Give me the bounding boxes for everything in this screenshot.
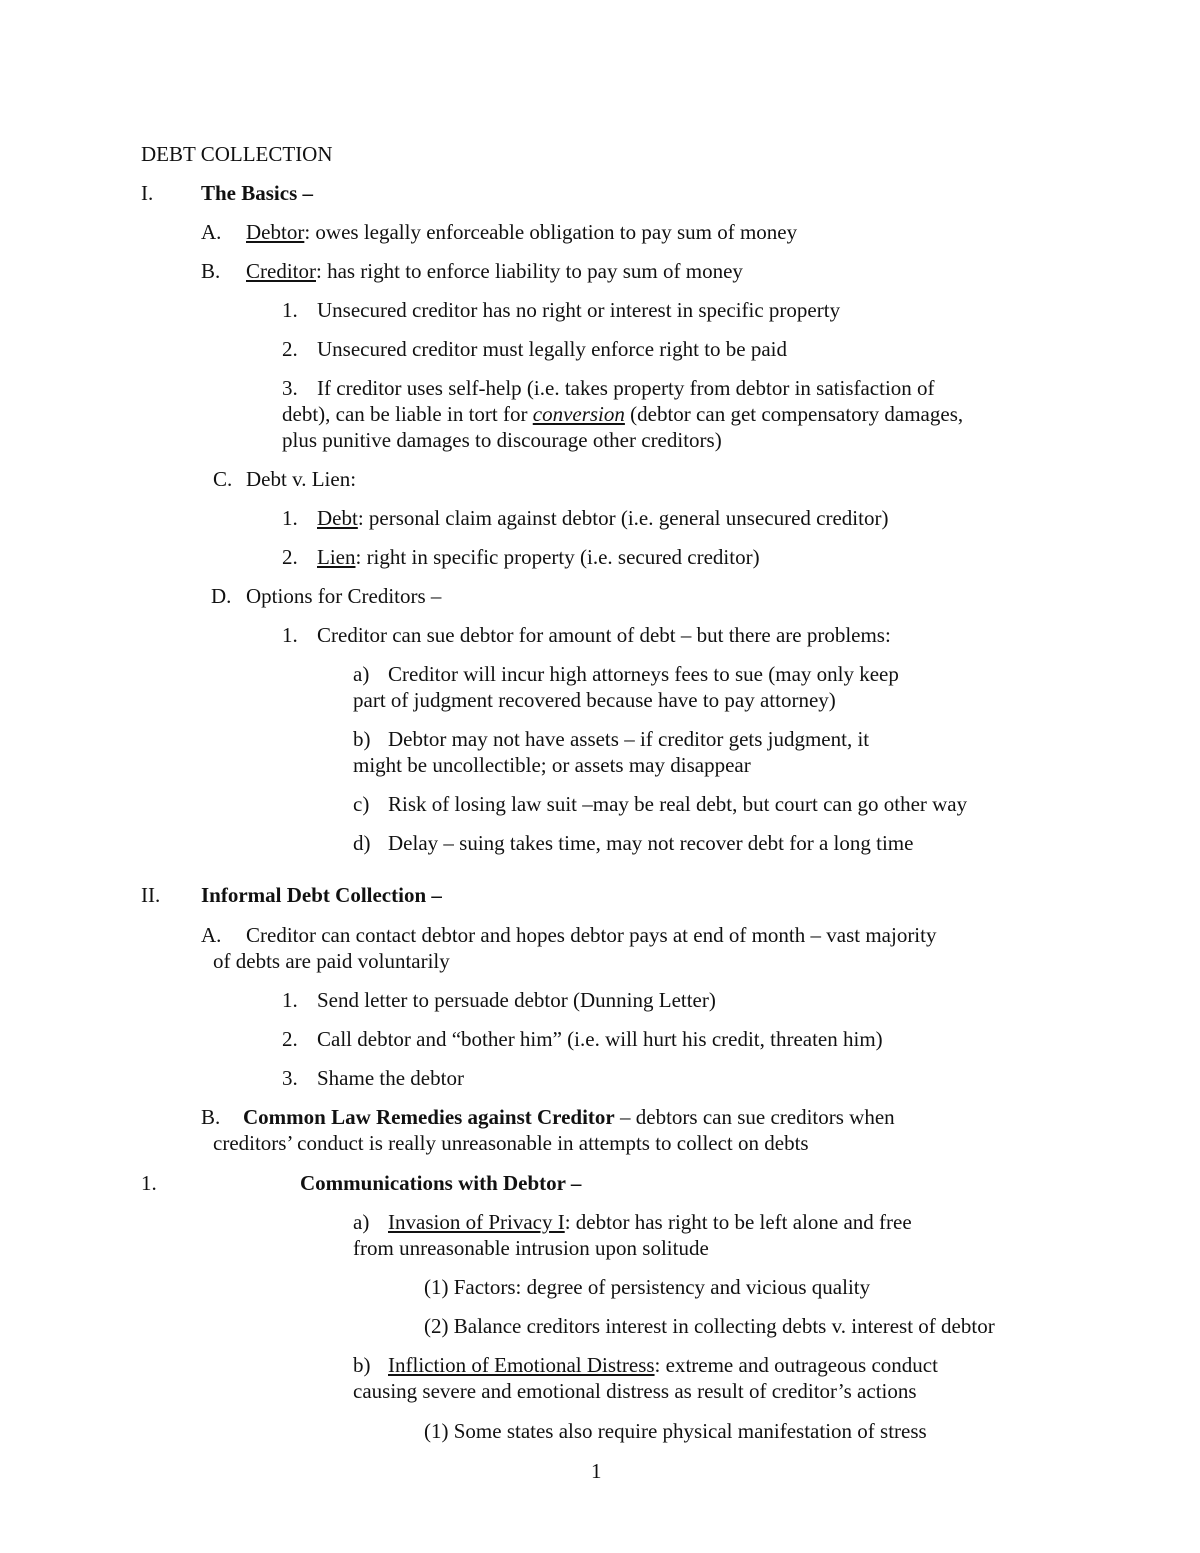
item-1a-definition: : owes legally enforceable obligation to pay sum of money	[304, 220, 798, 244]
item-2b1-heading: Communications with Debtor	[300, 1171, 566, 1195]
item-2a-line-2: of debts are paid voluntarily	[213, 949, 450, 973]
item-1b3-line-3: plus punitive damages to discourage other creditors)	[282, 428, 722, 452]
section-2-number: II.	[141, 883, 161, 907]
item-1d1a-line-2: part of judgment recovered because have to pay attorney)	[353, 688, 836, 712]
item-1b3-label: 3.	[282, 376, 298, 400]
item-2b-line-2: creditors’ conduct is really unreasonable in attempts to collect on debts	[213, 1131, 809, 1155]
item-2b-line-1	[243, 1104, 895, 1130]
section-1-number: I.	[141, 181, 154, 205]
item-1b1-text: Unsecured creditor has no right or interest in specific property	[317, 298, 841, 322]
item-1c-text: Debt v. Lien:	[246, 467, 357, 491]
item-1d1b-label: b)	[353, 727, 371, 751]
item-2b-line-1-text: – debtors can sue creditors when	[614, 1105, 895, 1129]
item-1b3-line-1: If creditor uses self-help (i.e. takes property from debtor in satisfaction of	[317, 376, 935, 400]
item-1b2-text: Unsecured creditor must legally enforce right to be paid	[317, 337, 787, 361]
item-1c1-text	[317, 505, 888, 531]
item-1c2-definition: : right in specific property (i.e. secured creditor)	[355, 545, 760, 569]
item-1d1a-line-1: Creditor will incur high attorneys fees to sue (may only keep	[388, 662, 899, 686]
item-2b-heading: Common Law Remedies against Creditor	[243, 1105, 615, 1129]
item-1d1d-label: d)	[353, 831, 371, 855]
item-1d1b-line-2: might be uncollectible; or assets may disappear	[353, 753, 751, 777]
item-2a1-text: Send letter to persuade debtor (Dunning Letter)	[317, 988, 716, 1012]
item-1d1-label: 1.	[282, 623, 298, 647]
term-infliction-of-emotional-distress: Infliction of Emotional Distress	[388, 1353, 655, 1377]
item-1c-label: C.	[213, 467, 233, 491]
item-2b1a-label: a)	[353, 1210, 370, 1234]
item-1a-label: A.	[201, 220, 222, 244]
term-lien: Lien	[317, 545, 356, 569]
item-1d-label: D.	[211, 584, 232, 608]
item-2a-line-1: Creditor can contact debtor and hopes debtor pays at end of month – vast majority	[246, 923, 937, 947]
item-2b1a-point-1: (1) Factors: degree of persistency and vicious quality	[424, 1275, 871, 1299]
item-2a-label: A.	[201, 923, 222, 947]
item-2b1a-line-2: from unreasonable intrusion upon solitude	[353, 1236, 709, 1260]
item-2b-label: B.	[201, 1105, 221, 1129]
item-1d1a-label: a)	[353, 662, 370, 686]
item-2b1b-point-1: (1) Some states also require physical manifestation of stress	[424, 1419, 927, 1443]
item-2b1a-definition: : debtor has right to be left alone and free	[564, 1210, 912, 1234]
item-1b3-line-2-pre: debt), can be liable in tort for	[282, 402, 533, 426]
item-2b1-label: 1.	[141, 1171, 157, 1195]
item-2a2-text: Call debtor and “bother him” (i.e. will hurt his credit, threaten him)	[317, 1027, 883, 1051]
item-2a2-label: 2.	[282, 1027, 298, 1051]
item-1b-definition: : has right to enforce liability to pay sum of money	[315, 259, 743, 283]
item-2b1-heading-line	[300, 1170, 581, 1196]
item-1d1c-label: c)	[353, 792, 370, 816]
item-1c2-label: 2.	[282, 545, 298, 569]
item-2b1-dash: –	[565, 1171, 582, 1195]
item-1b3-line-2-post: (debtor can get compensatory damages,	[624, 402, 964, 426]
item-1b-label: B.	[201, 259, 221, 283]
item-2b1b-line-2: causing severe and emotional distress as result of creditor’s actions	[353, 1379, 917, 1403]
item-2b1a-line-1	[388, 1209, 912, 1235]
item-1a-text	[246, 219, 797, 245]
item-1b1-label: 1.	[282, 298, 298, 322]
item-1d1d-text: Delay – suing takes time, may not recover debt for a long time	[388, 831, 914, 855]
item-1c1-definition: : personal claim against debtor (i.e. general unsecured creditor)	[357, 506, 889, 530]
term-conversion: conversion	[532, 402, 625, 426]
item-2b1b-label: b)	[353, 1353, 371, 1377]
section-1-heading: The Basics –	[201, 181, 314, 205]
item-1d1-text: Creditor can sue debtor for amount of debt – but there are problems:	[317, 623, 891, 647]
item-2b1b-line-1	[388, 1352, 938, 1378]
item-1d1c-text: Risk of losing law suit –may be real debt, but court can go other way	[388, 792, 968, 816]
document-title: DEBT COLLECTION	[141, 142, 333, 166]
item-1c1-label: 1.	[282, 506, 298, 530]
item-1b3-line-2	[282, 401, 963, 427]
item-2a3-label: 3.	[282, 1066, 298, 1090]
item-1c2-text	[317, 544, 760, 570]
item-1b2-label: 2.	[282, 337, 298, 361]
term-debtor: Debtor	[246, 220, 305, 244]
item-1d1b-line-1: Debtor may not have assets – if creditor gets judgment, it	[388, 727, 870, 751]
item-2b1b-definition: : extreme and outrageous conduct	[654, 1353, 938, 1377]
item-2b1a-point-2: (2) Balance creditors interest in collecting debts v. interest of debtor	[424, 1314, 995, 1338]
page-number: 1	[591, 1459, 602, 1483]
section-2-heading: Informal Debt Collection –	[201, 883, 442, 907]
term-creditor: Creditor	[246, 259, 316, 283]
item-2a3-text: Shame the debtor	[317, 1066, 464, 1090]
item-1d-text: Options for Creditors –	[246, 584, 442, 608]
item-1b-text	[246, 258, 743, 284]
term-invasion-of-privacy: Invasion of Privacy I	[388, 1210, 565, 1234]
term-debt: Debt	[317, 506, 358, 530]
item-2a1-label: 1.	[282, 988, 298, 1012]
